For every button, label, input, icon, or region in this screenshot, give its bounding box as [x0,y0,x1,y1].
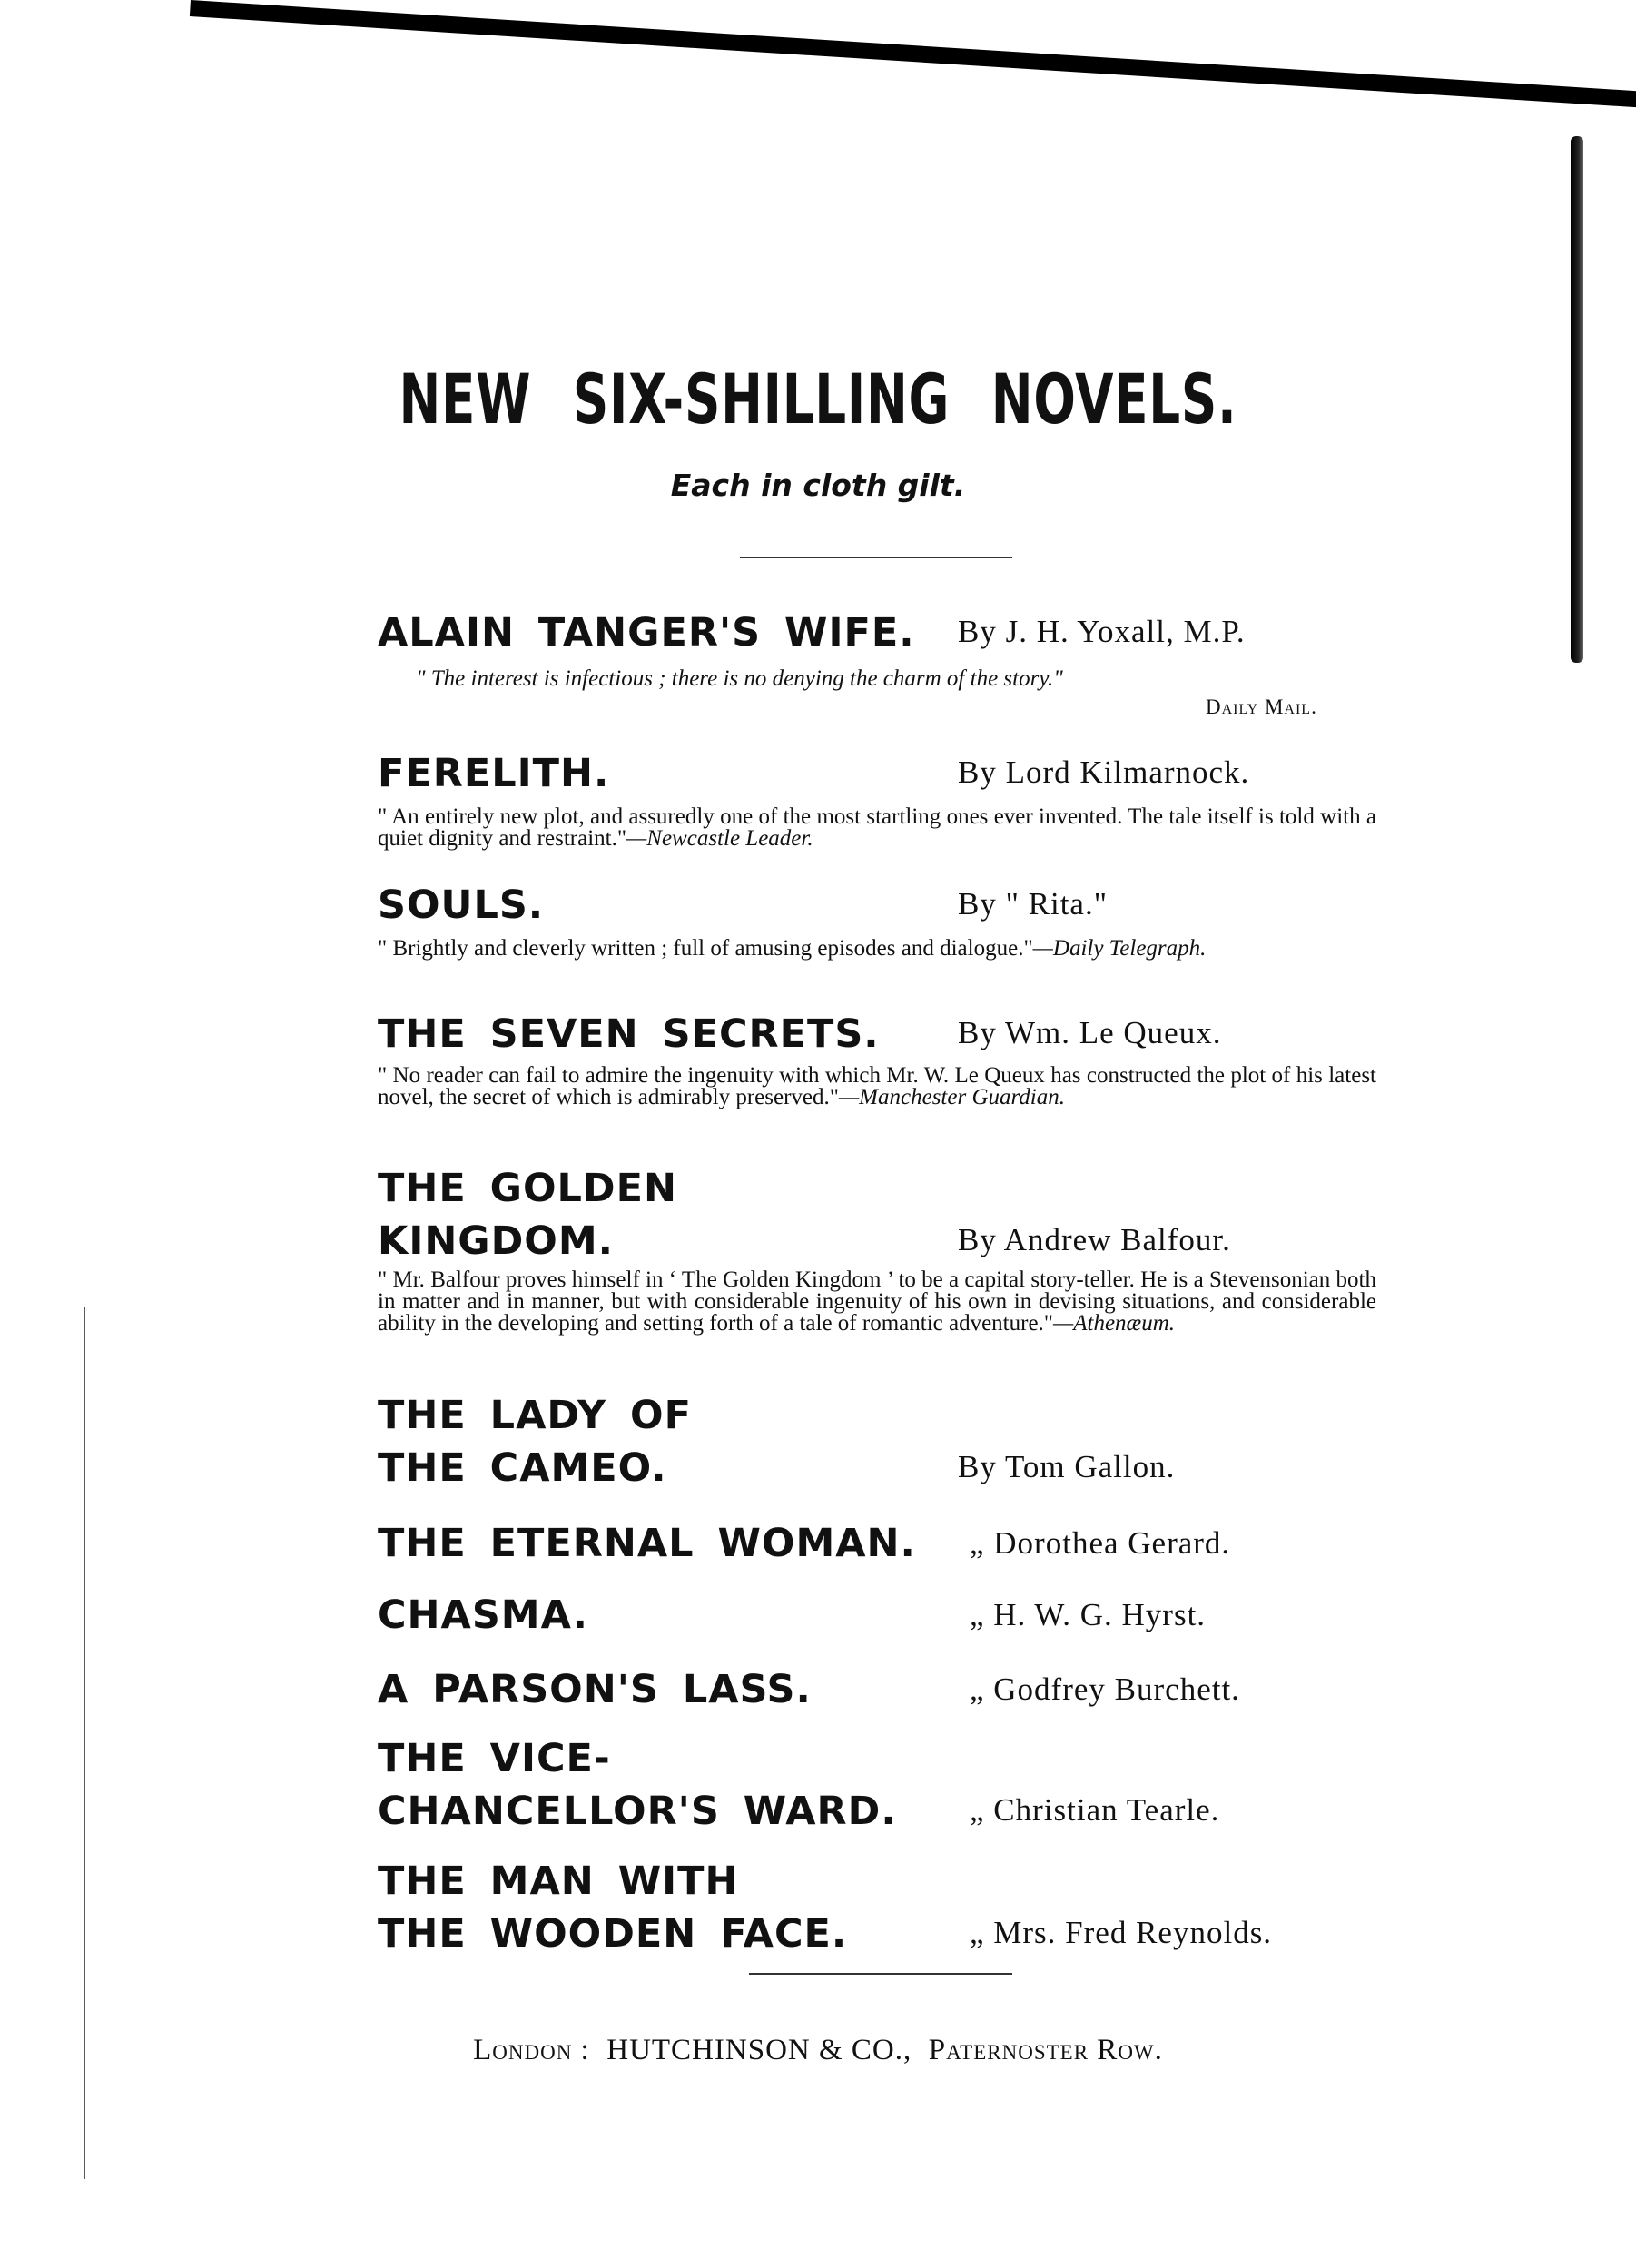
book-title-vice-chancellors-ward [378,1732,897,1838]
book-quote-seven-secrets: " No reader can fail to admire the ingenuity with which Mr. W. Le Queux has constructed the plot of his latest novel, the secret of which is admirably preserved."—Manchester Guardian. [378,1063,1376,1109]
book-title-line-2: CHANCELLOR'S WARD. [378,1789,897,1834]
book-quote-souls: " Brightly and cleverly written ; full of amusing episodes and dialogue."—Daily Telegraph. [378,936,1207,961]
book-source-alain-tanger: Daily Mail. [1206,695,1317,718]
book-title-line-1: THE MAN WITH [378,1859,739,1904]
book-title-eternal-woman: THE ETERNAL WOMAN. [378,1521,916,1566]
book-author-lady-of-the-cameo: By Tom Gallon. [958,1449,1176,1484]
right-edge-mark [1571,136,1583,663]
book-title-ferelith: FERELITH. [378,751,610,796]
book-title-line-2: KINGDOM. [378,1218,614,1264]
book-title-lady-of-the-cameo [378,1389,692,1494]
book-author-eternal-woman: „ Dorothea Gerard. [970,1525,1231,1561]
book-title-line-2: THE CAMEO. [378,1445,667,1491]
page-title: NEW SIX-SHILLING NOVELS. [399,359,1237,439]
imprint-address: Paternoster Row. [928,2034,1163,2066]
top-border-rule [190,0,1636,107]
book-author-golden-kingdom: By Andrew Balfour. [958,1222,1231,1257]
page-subtitle: Each in cloth gilt. [670,468,966,503]
book-quote-golden-kingdom: " Mr. Balfour proves himself in ‘ The Golden Kingdom ’ to be a capital story-teller. He is a Stevensonian both in matter and in manner, but with considerable ingenuity of his own in devising situations, and considerable ability in the developing and setting forth of a tale of romantic adventure."—Athenæum. [378,1267,1376,1336]
imprint-city: London : [473,2034,590,2066]
book-author-parsons-lass: „ Godfrey Burchett. [970,1671,1240,1707]
divider-bottom [749,1973,1012,1975]
book-title-man-with-wooden-face [378,1855,847,1960]
book-author-man-with-wooden-face: „ Mrs. Fred Reynolds. [970,1915,1273,1950]
imprint-publisher: HUTCHINSON & CO., [606,2034,912,2066]
book-author-chasma: „ H. W. G. Hyrst. [970,1597,1207,1632]
book-author-vice-chancellors-ward: „ Christian Tearle. [970,1792,1220,1828]
divider-top [740,557,1012,558]
book-title-souls: SOULS. [378,883,545,928]
book-title-chasma: CHASMA. [378,1593,588,1638]
book-title-seven-secrets: THE SEVEN SECRETS. [378,1011,880,1057]
book-quote-alain-tanger: " The interest is infectious ; there is no denying the charm of the story." [416,666,1063,691]
book-author-seven-secrets: By Wm. Le Queux. [958,1015,1222,1050]
book-title-alain-tanger: ALAIN TANGER'S WIFE. [378,610,915,656]
book-quote-ferelith: " An entirely new plot, and assuredly one of the most startling ones ever invented. The tale itself is told with a quiet dignity and restraint."—Newcastle Leader. [378,804,1376,851]
book-title-line-1: THE GOLDEN [378,1166,677,1211]
book-author-alain-tanger: By J. H. Yoxall, M.P. [958,614,1246,649]
book-title-line-2: THE WOODEN FACE. [378,1911,848,1957]
book-author-ferelith: By Lord Kilmarnock. [958,754,1250,790]
book-title-parsons-lass: A PARSON'S LASS. [378,1667,812,1712]
book-author-souls: By " Rita." [958,886,1108,922]
publisher-imprint [0,2034,1636,2067]
book-title-golden-kingdom [378,1162,677,1267]
book-title-line-1: THE LADY OF [378,1393,692,1438]
book-title-line-1: THE VICE- [378,1736,611,1781]
